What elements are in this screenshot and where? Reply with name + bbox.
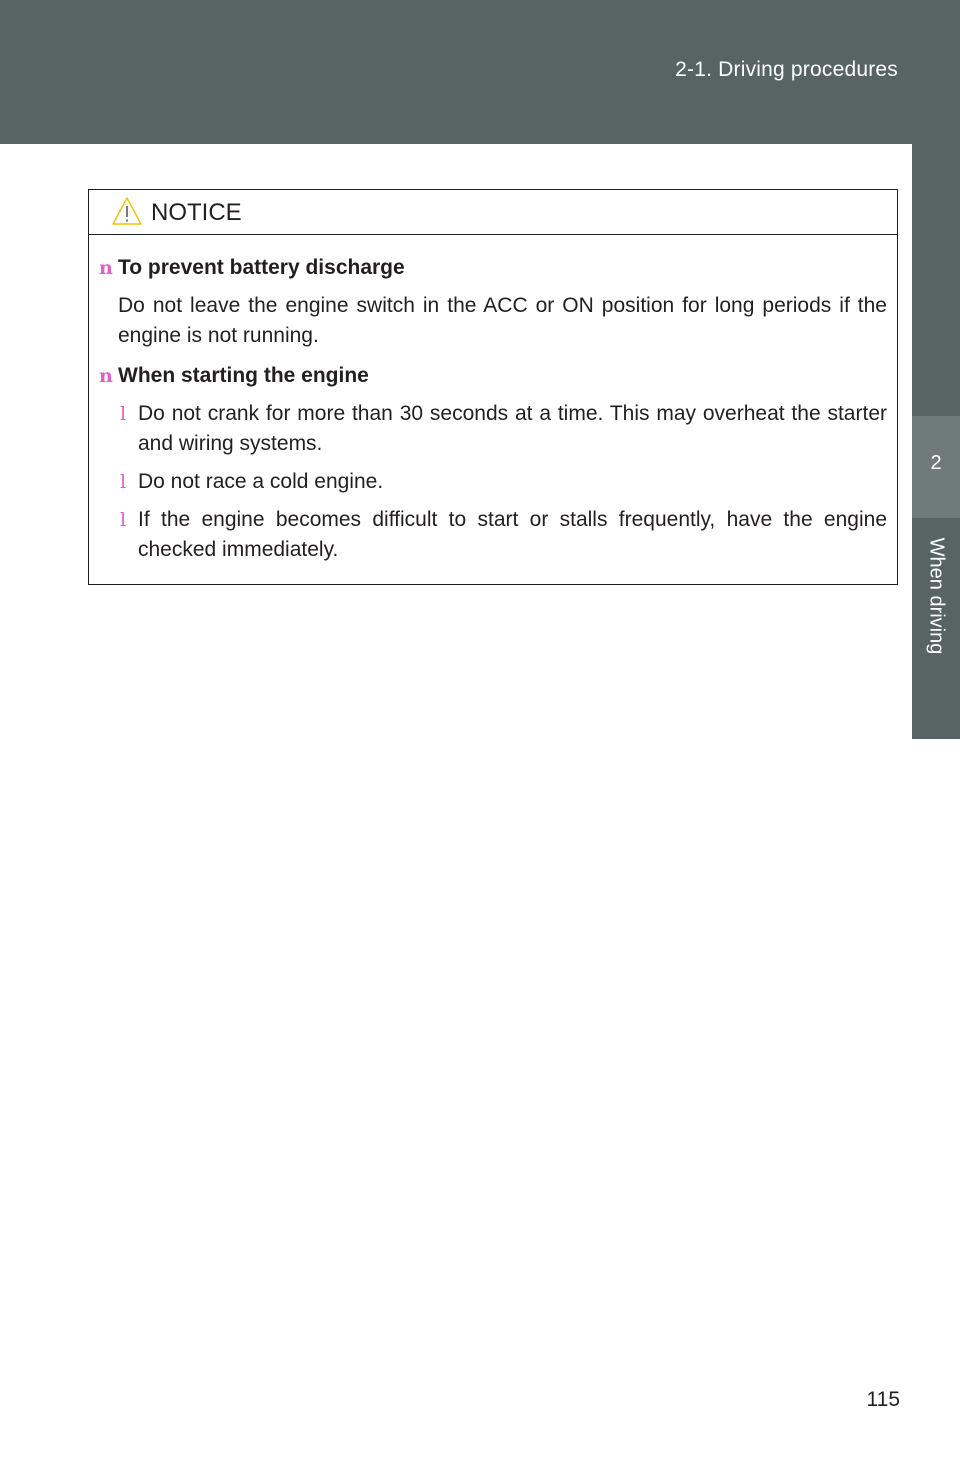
topic-heading-text: To prevent battery discharge (118, 256, 405, 279)
side-tab-upper (912, 144, 960, 416)
dot-bullet-icon: l (120, 509, 127, 531)
topic-starting-engine (99, 361, 887, 565)
list-item-text: If the engine becomes difficult to start or stalls frequently, have the engine checked immediately. (138, 508, 887, 561)
warning-triangle-icon (111, 196, 143, 226)
list-item (118, 505, 887, 565)
dot-bullet-icon: l (120, 471, 127, 493)
list-item (118, 399, 887, 459)
page-header (0, 0, 960, 144)
square-bullet-icon: n (99, 365, 113, 387)
topic-heading (99, 253, 887, 283)
square-bullet-icon: n (99, 257, 113, 279)
dot-bullet-icon: l (120, 403, 127, 425)
topic-text: Do not leave the engine switch in the ACC or ON position for long periods if the engine is not running. (118, 294, 887, 347)
notice-title: NOTICE (151, 199, 242, 226)
notice-header (89, 190, 897, 235)
chapter-tab (912, 416, 960, 518)
notice-body (89, 235, 897, 565)
page-number: 115 (866, 1388, 900, 1411)
chapter-number: 2 (930, 452, 942, 474)
list-item (118, 467, 887, 497)
topic-heading-text: When starting the engine (118, 364, 369, 387)
notice-box (88, 189, 898, 585)
chapter-label: When driving (925, 537, 948, 655)
topic-heading (99, 361, 887, 391)
section-title: 2-1. Driving procedures (675, 58, 898, 81)
topic-battery-discharge (99, 253, 887, 351)
list-item-text: Do not crank for more than 30 seconds at a time. This may overheat the starter and wiring systems. (138, 402, 887, 455)
list-item-text: Do not race a cold engine. (138, 470, 384, 493)
